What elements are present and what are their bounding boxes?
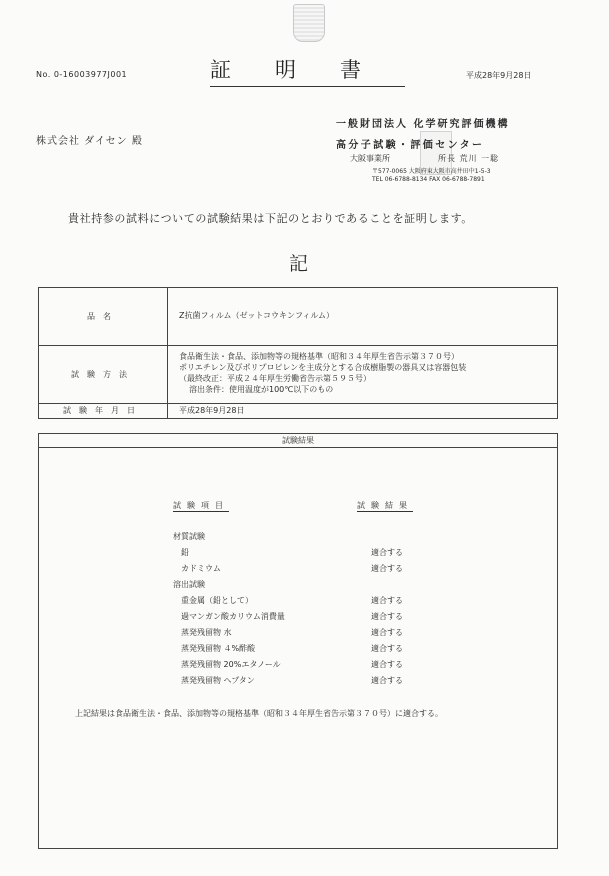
- issuer-office: 大阪事業所: [350, 154, 390, 163]
- test-date: 平成28年9月28日: [179, 406, 245, 415]
- result-item: 材質試験: [173, 532, 205, 541]
- seal-emblem: [293, 4, 325, 42]
- method-label: 試験方法: [39, 345, 168, 403]
- result-item: 蒸発残留物 ヘプタン: [181, 676, 255, 685]
- issuer-center-name: 高分子試験・評価センター: [336, 140, 485, 151]
- method-line: 溶出条件：使用温度が100℃以下のもの: [189, 385, 334, 394]
- certification-statement: 貴社持参の試料についての試験結果は下記のとおりであることを証明します。: [68, 212, 473, 225]
- results-heading: 試験結果: [39, 434, 557, 448]
- test-date-row: [39, 403, 557, 418]
- result-item: 過マンガン酸カリウム消費量: [181, 612, 285, 621]
- result-value: 適合する: [371, 564, 403, 573]
- results-conclusion: 上記結果は食品衛生法・食品、添加物等の規格基準（昭和３４年厚生省告示第３７０号）に適合する。: [75, 709, 443, 718]
- issuer-director: 所長 荒川 一聡: [438, 154, 500, 163]
- document-number: No. 0-16003977J001: [36, 70, 128, 79]
- issuer-tel-fax: TEL 06-6788-8134 FAX 06-6788-7891: [372, 176, 485, 183]
- product-name: Z抗菌フィルム（ゼットコウキンフィルム）: [179, 311, 334, 320]
- result-item: カドミウム: [181, 564, 221, 573]
- result-value: 適合する: [371, 612, 403, 621]
- results-table: [38, 433, 558, 849]
- test-date-label: 試験年月日: [39, 403, 168, 418]
- ki-heading: 記: [289, 253, 309, 275]
- result-item: 鉛: [181, 548, 189, 557]
- result-item: 蒸発残留物 水: [181, 628, 232, 637]
- result-item: 蒸発残留物 20%エタノール: [181, 660, 281, 669]
- result-item: 重金属（鉛として）: [181, 596, 253, 605]
- result-item: 蒸発残留物 ４%酢酸: [181, 644, 256, 653]
- method-line: （最終改正：平成２４年厚生労働省告示第５９５号）: [179, 374, 371, 383]
- result-value: 適合する: [371, 676, 403, 685]
- result-value: 適合する: [371, 628, 403, 637]
- recipient: 株式会社 ダイセン 殿: [36, 136, 143, 147]
- issuer-address: 〒577-0065 大阪府東大阪市高井田中1-5-3: [372, 168, 491, 175]
- result-value: 適合する: [371, 644, 403, 653]
- method-row: [39, 345, 557, 404]
- method-line: 食品衛生法・食品、添加物等の規格基準（昭和３４年厚生省告示第３７０号）: [179, 352, 459, 361]
- result-value: 適合する: [371, 660, 403, 669]
- result-value: 適合する: [371, 548, 403, 557]
- method-text: [179, 351, 466, 395]
- issuer-org-name: 一般財団法人 化学研究評価機構: [336, 119, 510, 130]
- column-header-result: 試験結果: [357, 501, 413, 510]
- column-header-item: 試験項目: [173, 501, 229, 510]
- sample-info-table: [38, 287, 558, 419]
- method-line: ポリエチレン及びポリプロピレンを主成分とする合成樹脂製の器具又は容器包装: [179, 363, 467, 372]
- issue-date: 平成28年9月28日: [466, 71, 532, 80]
- result-item: 溶出試験: [173, 580, 205, 589]
- product-label: 品名: [39, 288, 168, 345]
- product-row: [39, 288, 557, 346]
- result-value: 適合する: [371, 596, 403, 605]
- page-title: 証明書: [210, 54, 405, 87]
